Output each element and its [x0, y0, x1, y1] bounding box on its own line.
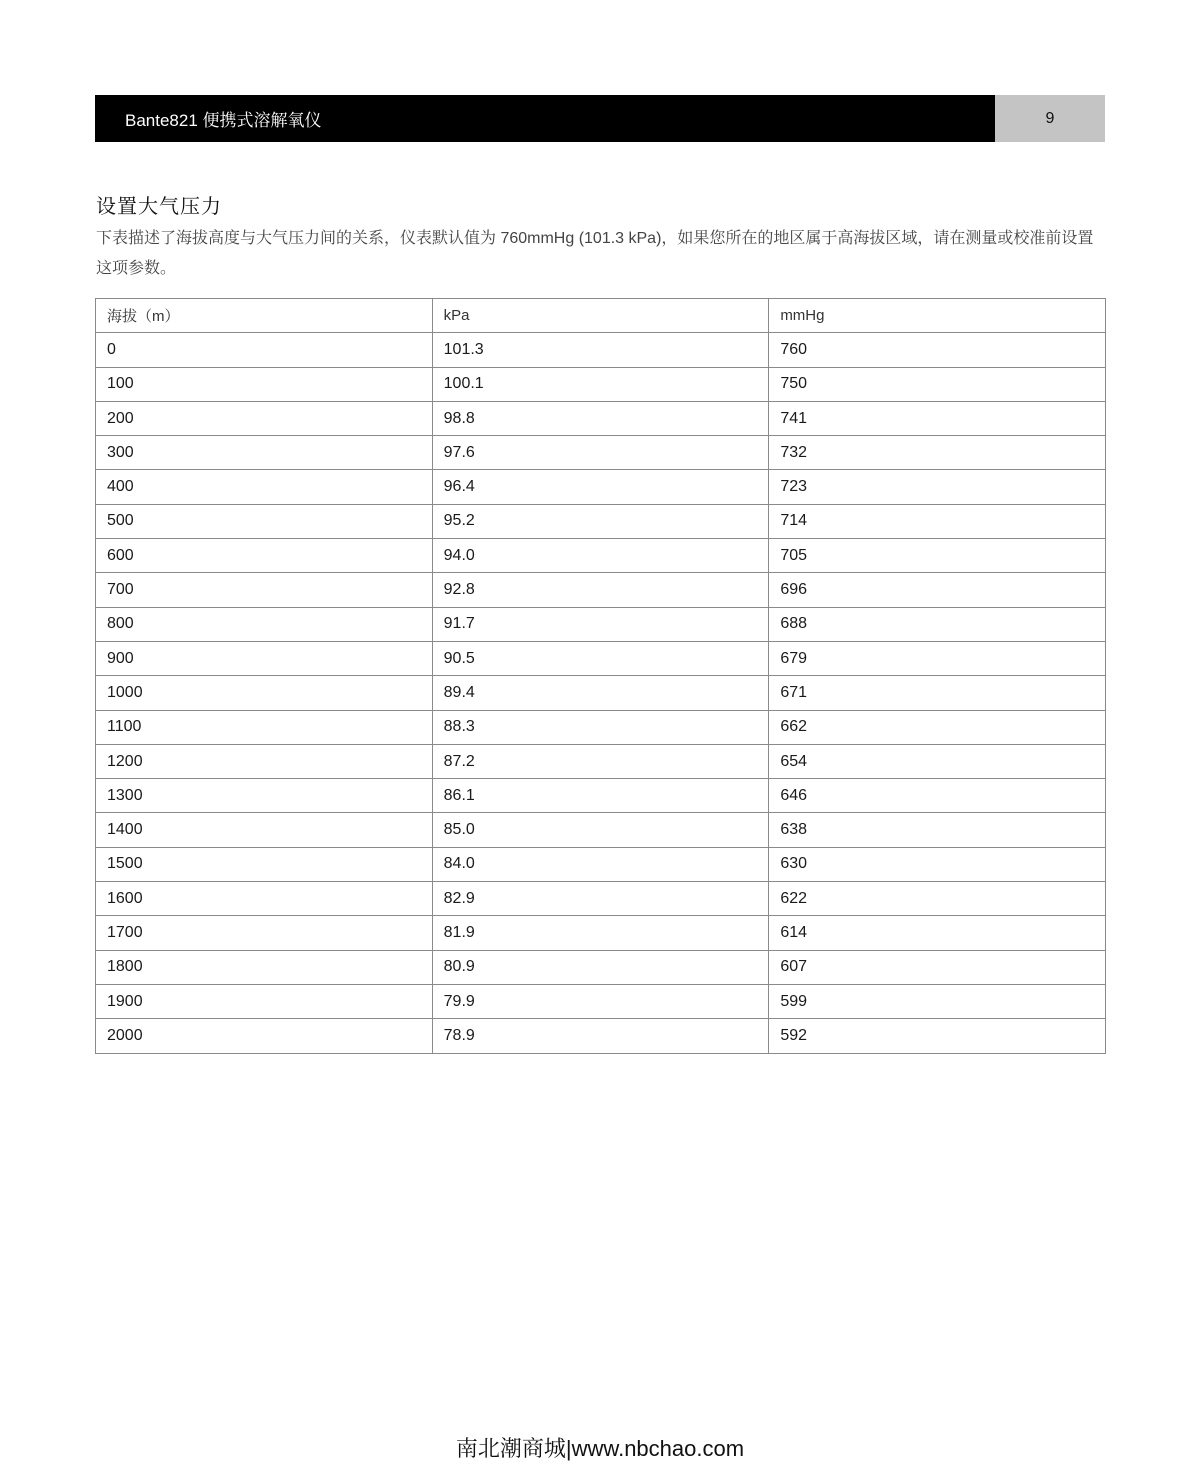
table-row	[96, 333, 1106, 367]
kpa-cell: 84.0	[432, 847, 769, 881]
table-row	[96, 984, 1106, 1018]
kpa-cell: 101.3	[432, 333, 769, 367]
altitude-cell: 2000	[96, 1019, 433, 1053]
table-row	[96, 641, 1106, 675]
table-row	[96, 744, 1106, 778]
altitude-cell: 300	[96, 436, 433, 470]
altitude-cell: 0	[96, 333, 433, 367]
table-row	[96, 916, 1106, 950]
kpa-cell: 88.3	[432, 710, 769, 744]
mmhg-cell: 614	[769, 916, 1106, 950]
altitude-cell: 800	[96, 607, 433, 641]
kpa-cell: 86.1	[432, 779, 769, 813]
mmhg-cell: 646	[769, 779, 1106, 813]
table-row	[96, 367, 1106, 401]
kpa-cell: 96.4	[432, 470, 769, 504]
table-row	[96, 779, 1106, 813]
altitude-cell: 1700	[96, 916, 433, 950]
altitude-cell: 1500	[96, 847, 433, 881]
kpa-cell: 95.2	[432, 504, 769, 538]
mmhg-cell: 679	[769, 641, 1106, 675]
table-row	[96, 882, 1106, 916]
mmhg-cell: 750	[769, 367, 1106, 401]
mmhg-cell: 696	[769, 573, 1106, 607]
section-title: 设置大气压力	[96, 196, 222, 218]
column-header-altitude: 海拔（m）	[96, 299, 433, 333]
kpa-cell: 78.9	[432, 1019, 769, 1053]
table-row	[96, 607, 1106, 641]
table-body	[96, 333, 1106, 1053]
table-row	[96, 470, 1106, 504]
altitude-cell: 1900	[96, 984, 433, 1018]
page-number: 9	[995, 95, 1105, 142]
mmhg-cell: 688	[769, 607, 1106, 641]
altitude-cell: 600	[96, 539, 433, 573]
document-title: Bante821 便携式溶解氧仪	[95, 95, 995, 142]
altitude-cell: 400	[96, 470, 433, 504]
table-row	[96, 401, 1106, 435]
kpa-cell: 80.9	[432, 950, 769, 984]
table-row	[96, 1019, 1106, 1053]
mmhg-cell: 760	[769, 333, 1106, 367]
mmhg-cell: 671	[769, 676, 1106, 710]
altitude-cell: 100	[96, 367, 433, 401]
table-row	[96, 676, 1106, 710]
kpa-cell: 98.8	[432, 401, 769, 435]
mmhg-cell: 723	[769, 470, 1106, 504]
table-row	[96, 813, 1106, 847]
kpa-cell: 90.5	[432, 641, 769, 675]
table-header-row	[96, 299, 1106, 333]
mmhg-cell: 638	[769, 813, 1106, 847]
altitude-cell: 700	[96, 573, 433, 607]
altitude-cell: 200	[96, 401, 433, 435]
altitude-cell: 1200	[96, 744, 433, 778]
table-row	[96, 710, 1106, 744]
kpa-cell: 94.0	[432, 539, 769, 573]
column-header-mmhg: mmHg	[769, 299, 1106, 333]
table-row	[96, 573, 1106, 607]
altitude-cell: 1800	[96, 950, 433, 984]
mmhg-cell: 714	[769, 504, 1106, 538]
column-header-kpa: kPa	[432, 299, 769, 333]
section-description: 下表描述了海拔高度与大气压力间的关系，仪表默认值为 760mmHg (101.3 kPa)，如果您所在的地区属于高海拔区域，请在测量或校准前设置这项参数。	[96, 230, 1094, 277]
mmhg-cell: 741	[769, 401, 1106, 435]
mmhg-cell: 630	[769, 847, 1106, 881]
kpa-cell: 100.1	[432, 367, 769, 401]
table-row	[96, 539, 1106, 573]
altitude-cell: 1300	[96, 779, 433, 813]
mmhg-cell: 654	[769, 744, 1106, 778]
kpa-cell: 92.8	[432, 573, 769, 607]
mmhg-cell: 622	[769, 882, 1106, 916]
table-row	[96, 504, 1106, 538]
mmhg-cell: 607	[769, 950, 1106, 984]
table-row	[96, 847, 1106, 881]
kpa-cell: 85.0	[432, 813, 769, 847]
kpa-cell: 91.7	[432, 607, 769, 641]
altitude-cell: 1600	[96, 882, 433, 916]
kpa-cell: 89.4	[432, 676, 769, 710]
table-row	[96, 436, 1106, 470]
mmhg-cell: 732	[769, 436, 1106, 470]
altitude-cell: 500	[96, 504, 433, 538]
table-row	[96, 950, 1106, 984]
page-header	[95, 95, 1105, 142]
altitude-cell: 1000	[96, 676, 433, 710]
kpa-cell: 79.9	[432, 984, 769, 1018]
kpa-cell: 87.2	[432, 744, 769, 778]
kpa-cell: 97.6	[432, 436, 769, 470]
altitude-pressure-table	[95, 298, 1106, 1054]
kpa-cell: 81.9	[432, 916, 769, 950]
altitude-cell: 1400	[96, 813, 433, 847]
altitude-cell: 1100	[96, 710, 433, 744]
altitude-cell: 900	[96, 641, 433, 675]
mmhg-cell: 599	[769, 984, 1106, 1018]
kpa-cell: 82.9	[432, 882, 769, 916]
mmhg-cell: 592	[769, 1019, 1106, 1053]
mmhg-cell: 705	[769, 539, 1106, 573]
footer-watermark: 南北潮商城|www.nbchao.com	[455, 1436, 745, 1461]
mmhg-cell: 662	[769, 710, 1106, 744]
